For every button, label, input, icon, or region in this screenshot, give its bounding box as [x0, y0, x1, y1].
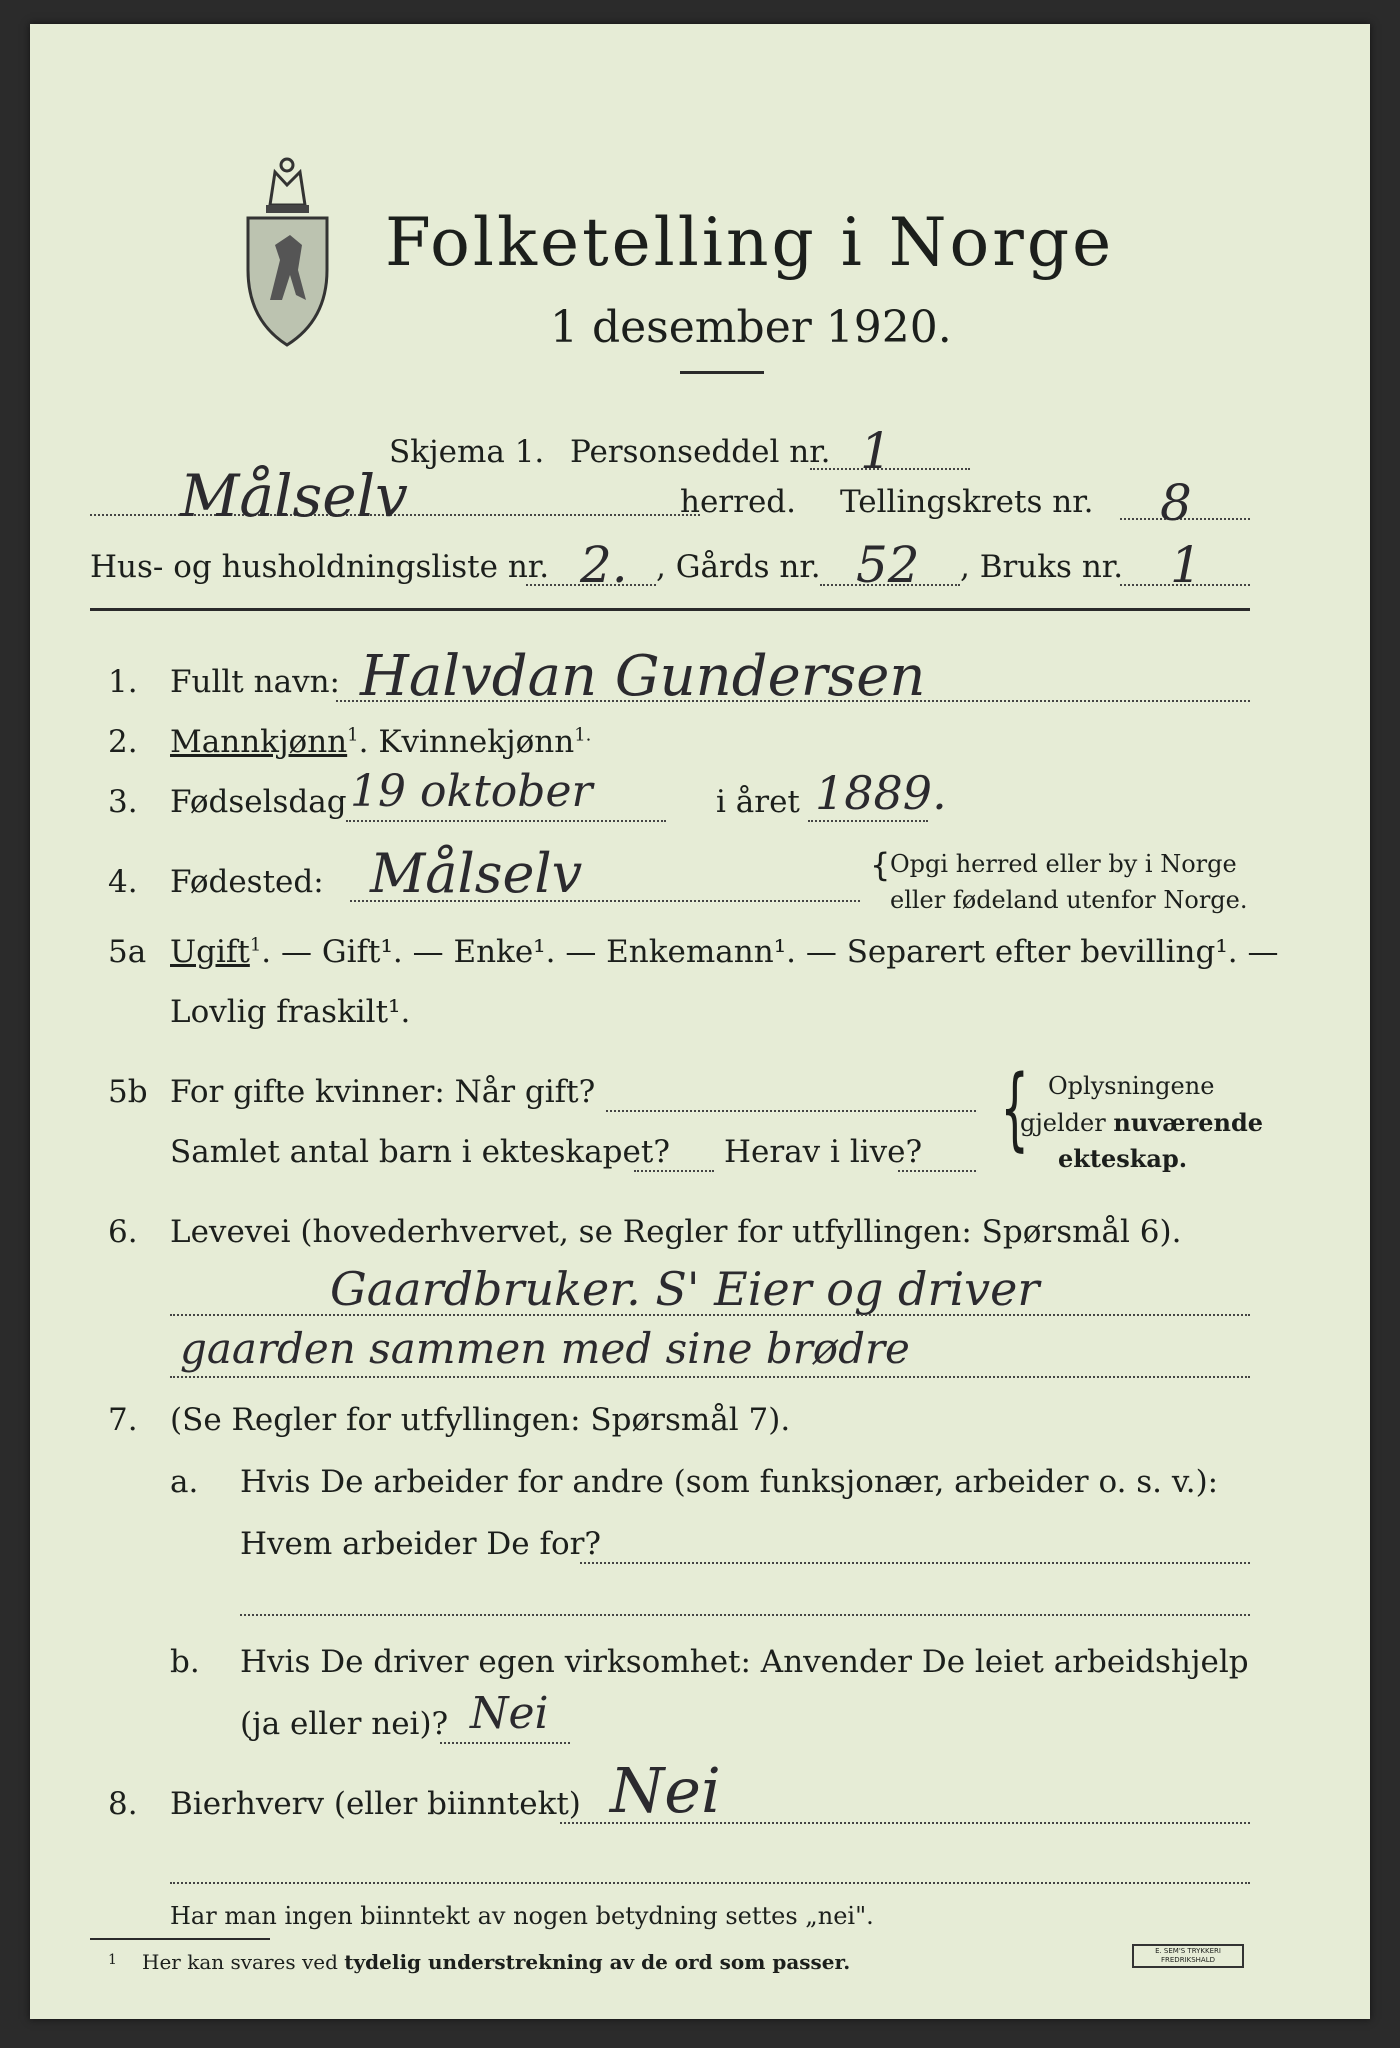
- census-form-page: [30, 24, 1370, 2019]
- q3-label: Fødselsdag: [170, 784, 347, 820]
- footnote-number: 1: [108, 1952, 117, 1968]
- hus-value[interactable]: 2.: [580, 536, 628, 594]
- q5b-number: 5b: [108, 1074, 148, 1110]
- q5b-line-1: [606, 1110, 976, 1112]
- q4-note-2: eller fødeland utenfor Norge.: [890, 886, 1248, 914]
- q7a-letter: a.: [170, 1464, 199, 1500]
- q8-line-2: [170, 1882, 1250, 1884]
- q3-line: [346, 820, 666, 822]
- q4-label: Fødested:: [170, 864, 324, 900]
- q7a-label-1: Hvis De arbeider for andre (som funksjonær, arbeider o. s. v.):: [240, 1464, 1219, 1500]
- census-date: 1 desember 1920.: [550, 302, 952, 353]
- ugift-option[interactable]: Ugift: [170, 934, 250, 970]
- q5b-note-2: gjelder nuværende: [1020, 1108, 1264, 1137]
- q8-label: Bierhverv (eller biinntekt): [170, 1786, 581, 1822]
- q4-number: 4.: [108, 864, 138, 900]
- q7b-label-2: (ja eller nei)?: [240, 1706, 449, 1742]
- footnote-marker: 1: [347, 724, 359, 746]
- q5b-label-3: Herav i live?: [724, 1134, 923, 1170]
- gards-label: , Gårds nr.: [656, 549, 821, 585]
- tellingskrets-label: Tellingskrets nr.: [840, 484, 1094, 520]
- year-label: i året: [716, 784, 800, 820]
- q7-label: (Se Regler for utfyllingen: Spørsmål 7).: [170, 1402, 791, 1438]
- q8-number: 8.: [108, 1786, 138, 1822]
- title-divider: [680, 371, 764, 374]
- q5b-label-2: Samlet antal barn i ekteskapet?: [170, 1134, 670, 1170]
- note-brace: {: [870, 846, 891, 884]
- q5b-line-2: [634, 1170, 714, 1172]
- mannkjonn-option[interactable]: Mannkjønn: [170, 724, 348, 760]
- year-line: [808, 820, 928, 822]
- q7a-line-2: [240, 1614, 1250, 1616]
- birth-year-value[interactable]: 1889.: [815, 766, 947, 820]
- bruks-label: , Bruks nr.: [960, 549, 1124, 585]
- q4-note-1: Opgi herred eller by i Norge: [890, 850, 1237, 878]
- q6-label: Levevei (hovederhvervet, se Regler for utfyllingen: Spørsmål 6).: [170, 1214, 1182, 1250]
- q5b-label-1: For gifte kvinner: Når gift?: [170, 1074, 596, 1110]
- q6-number: 6.: [108, 1214, 138, 1250]
- full-name-value[interactable]: Halvdan Gundersen: [360, 644, 926, 709]
- birthplace-value[interactable]: Målselv: [370, 842, 583, 905]
- herred-value[interactable]: Målselv: [180, 462, 408, 530]
- hus-label: Hus- og husholdningsliste nr.: [90, 549, 550, 585]
- personseddel-value[interactable]: 1: [860, 422, 892, 480]
- kvinnekjonn-option[interactable]: Kvinnekjønn: [378, 724, 575, 760]
- q5a-options: Ugift$^1$. — Gift¹. — Enke¹. — Enkemann¹. — Separert efter bevilling¹. —: [170, 934, 1279, 970]
- q7b-line: [440, 1742, 570, 1744]
- q2-number: 2.: [108, 724, 138, 760]
- birthday-value[interactable]: 19 oktober: [350, 766, 593, 817]
- skjema-label: Skjema 1.: [389, 434, 545, 470]
- q7-number: 7.: [108, 1402, 138, 1438]
- marital-status-options[interactable]: — Gift¹. — Enke¹. — Enkemann¹. — Separert efter bevilling¹. —: [281, 934, 1279, 970]
- footnote-rule: [90, 1938, 270, 1940]
- note-brace-large: {: [1000, 1056, 1029, 1161]
- q2-options: Mannkjønn$^1$. Kvinnekjønn$^{1.}$: [170, 724, 592, 760]
- q6-line-2: [170, 1376, 1250, 1378]
- footer-note: Har man ingen biinntekt av nogen betydning settes „nei".: [170, 1902, 874, 1930]
- q5b-line-3: [898, 1170, 976, 1172]
- q5a-number: 5a: [108, 934, 147, 970]
- q7b-label-1: Hvis De driver egen virksomhet: Anvender De leiet arbeidshjelp: [240, 1644, 1249, 1680]
- q7b-value[interactable]: Nei: [470, 1688, 549, 1739]
- bruks-value[interactable]: 1: [1170, 536, 1202, 594]
- q3-number: 3.: [108, 784, 138, 820]
- form-title: Folketelling i Norge: [385, 204, 1115, 281]
- printer-stamp: E. SEM'S TRYKKERI FREDRIKSHALD: [1132, 1944, 1244, 1968]
- personseddel-label: Personseddel nr.: [570, 434, 831, 470]
- q5b-note-3: ekteskap.: [1058, 1144, 1188, 1173]
- q7b-letter: b.: [170, 1644, 200, 1680]
- occupation-value-2[interactable]: gaarden sammen med sine brødre: [180, 1324, 910, 1373]
- q7a-line-1: [580, 1562, 1250, 1564]
- q7a-label-2: Hvem arbeider De for?: [240, 1526, 602, 1562]
- header-rule: [90, 608, 1250, 611]
- q1-number: 1.: [108, 664, 138, 700]
- herred-label: herred.: [680, 484, 796, 520]
- footnote-marker: 1.: [574, 724, 592, 746]
- footnote-text: Her kan svares ved tydelig understrekning av de ord som passer.: [142, 1950, 851, 1974]
- gards-value[interactable]: 52: [856, 536, 920, 594]
- q1-label: Fullt navn:: [170, 664, 340, 700]
- tellingskrets-value[interactable]: 8: [1160, 474, 1192, 532]
- coat-of-arms-icon: [240, 150, 335, 350]
- side-income-value[interactable]: Nei: [610, 1754, 721, 1827]
- q6-line-1: [170, 1314, 1250, 1316]
- q5b-note-1: Oplysningene: [1048, 1072, 1215, 1100]
- occupation-value-1[interactable]: Gaardbruker. S' Eier og driver: [330, 1262, 1040, 1316]
- q5a-line2[interactable]: Lovlig fraskilt¹.: [170, 994, 411, 1030]
